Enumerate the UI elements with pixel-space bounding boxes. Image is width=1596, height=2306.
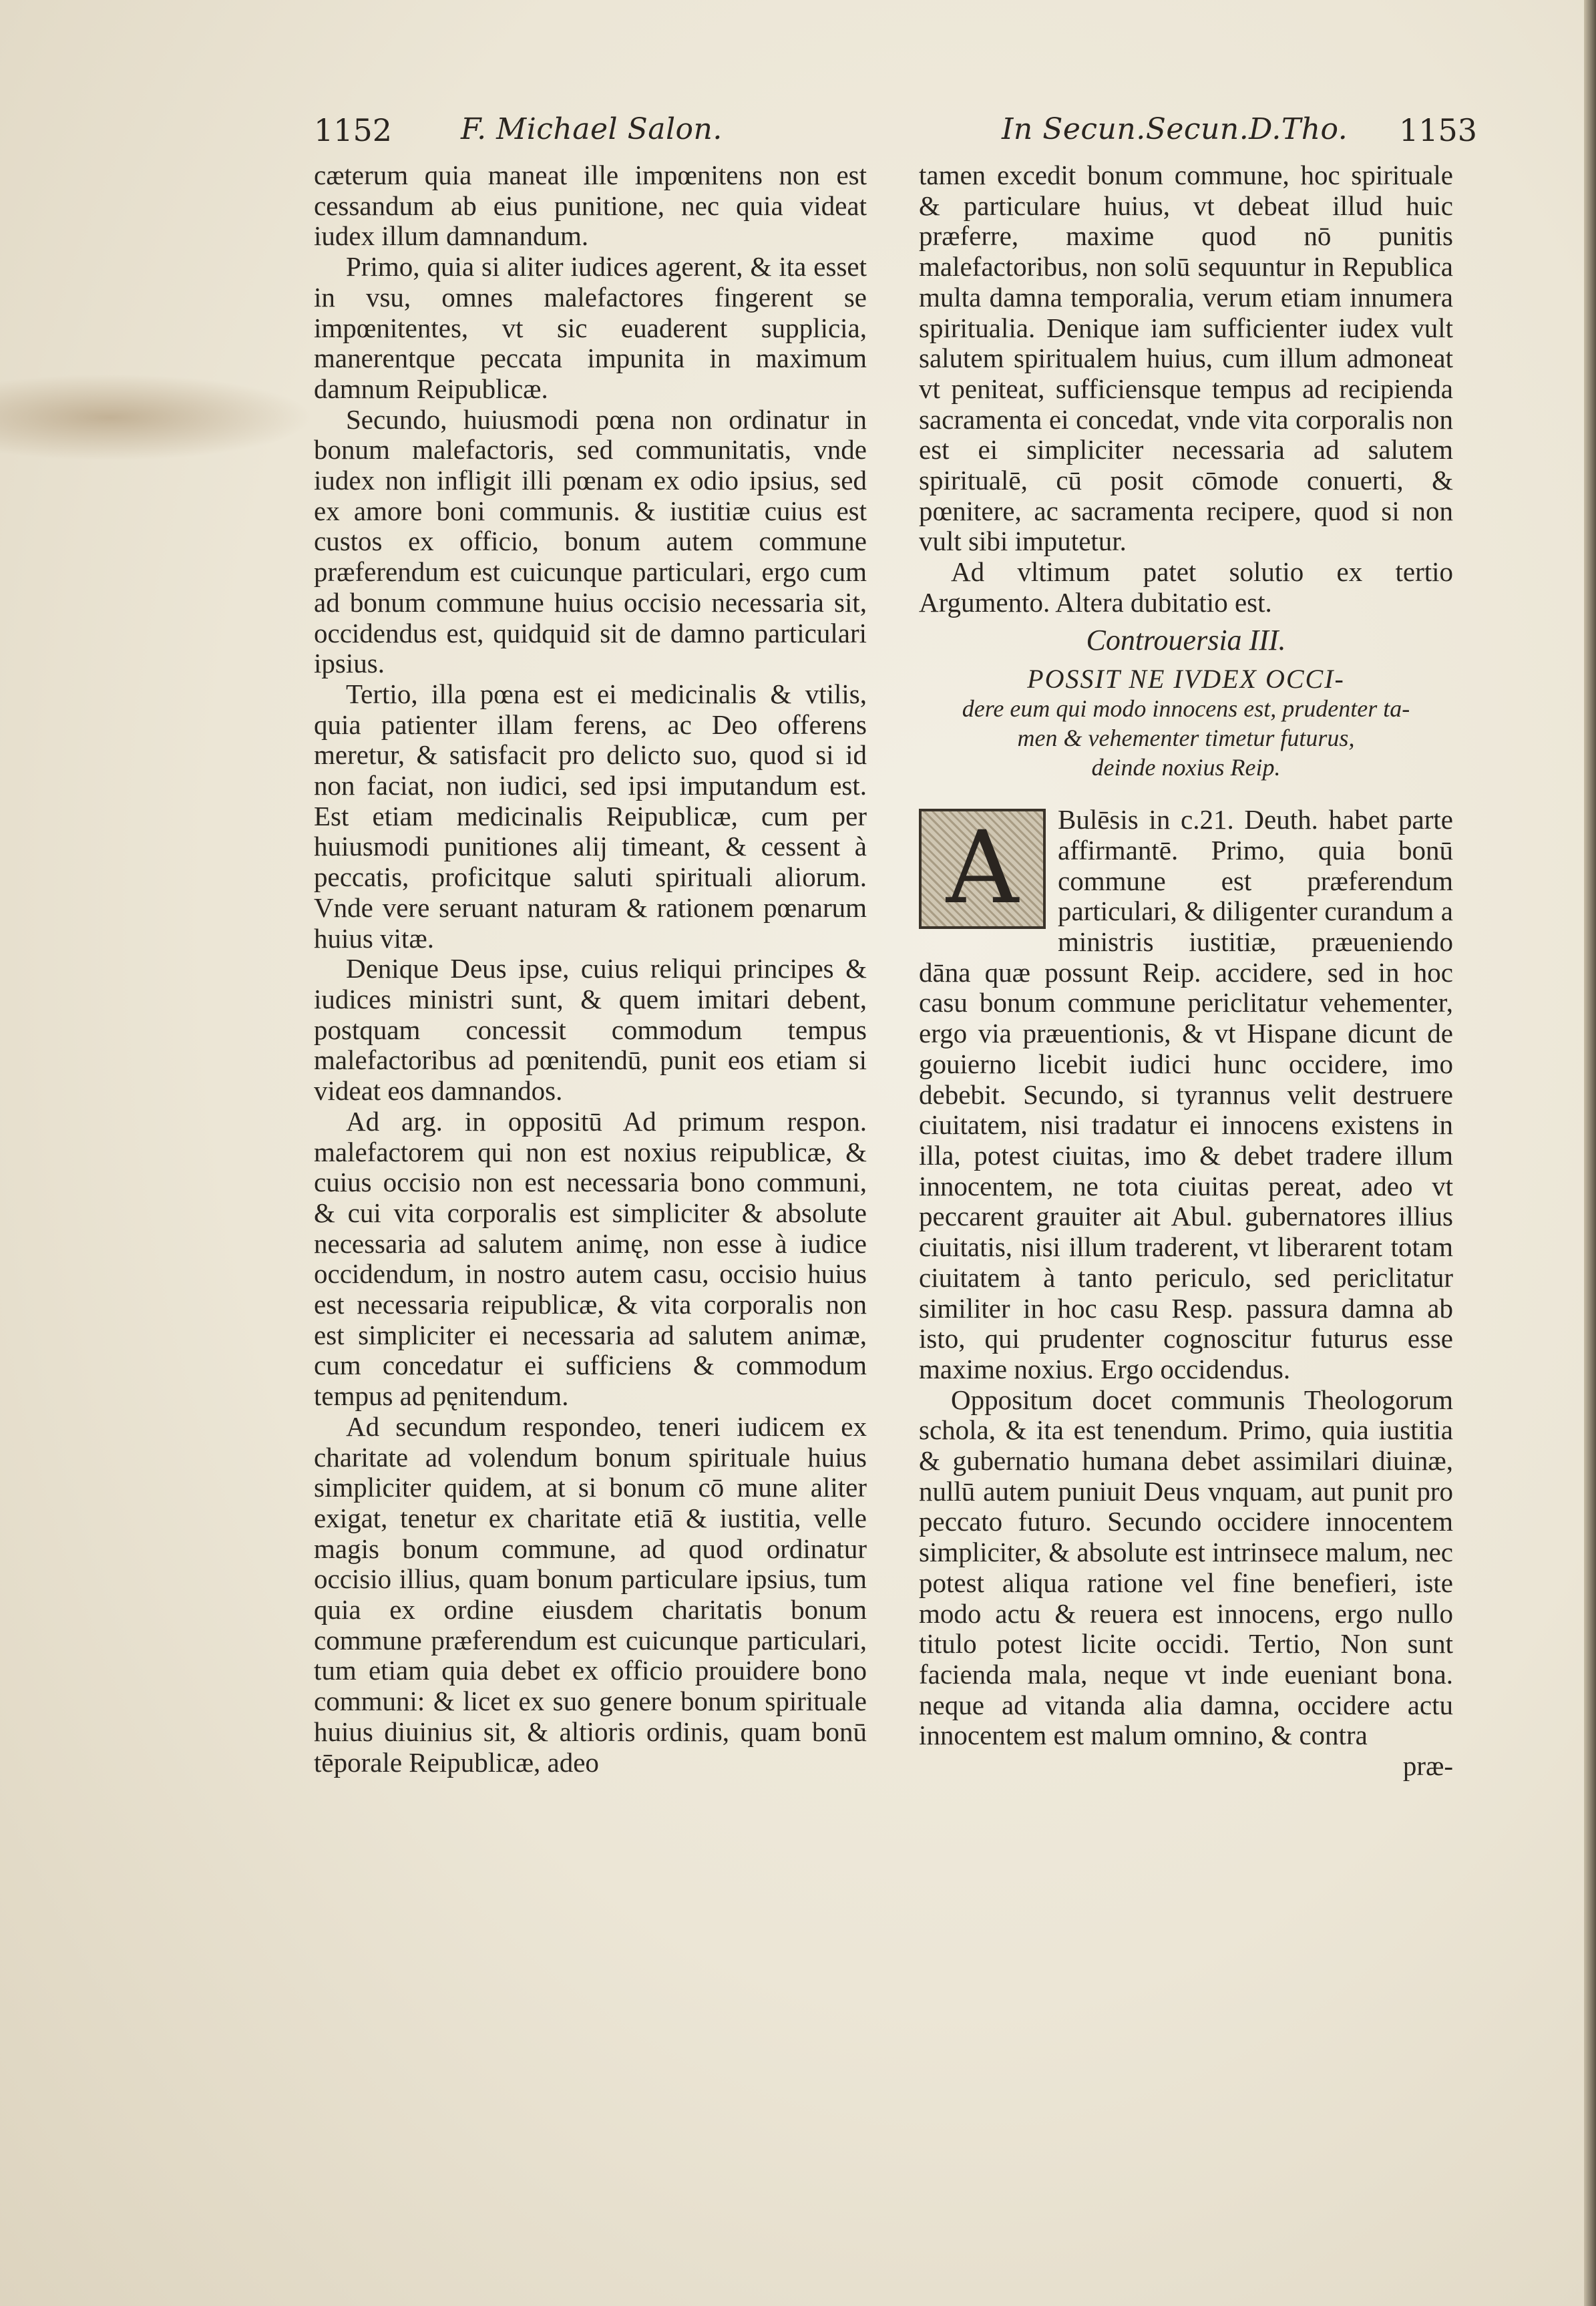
- paragraph: Denique Deus ipse, cuius reliqui principes & iudices ministri sunt, & quem imitari debent, postquam concessit commodum tempus malefactoribus ad pœnitendū, punit eos etiam si videat eos damnandos.: [314, 953, 867, 1107]
- paragraph: tamen excedit bonum commune, hoc spirituale & particulare huius, vt debeat illud huic præferre, maxime quod nō punitis malefactoribus, non solū sequuntur in Republica multa damna temporalia, verum etiam innumera spiritualia. Denique iam sufficienter iudex vult salutem spiritualem huius, cum illum admoneat vt peniteat, sufficiensque tempus ad recipienda sacramenta ei concedat, vnde vita corporalis non est ei simpliciter necessaria ad salutem spiritualē, cū posit cōmode conuerti, & pœnitere, ac sacramenta recipere, quod si non vult sibi imputetur.: [919, 160, 1453, 557]
- decorated-initial: A: [919, 809, 1046, 929]
- paragraph: cæterum quia maneat ille impœnitens non est cessandum ab eius punitione, nec quia videat iudex illum damnandum.: [314, 160, 867, 252]
- paragraph: Primo, quia si aliter iudices agerent, & ita esset in vsu, omnes malefactores fingerent se impœnitentes, vt sic euaderent supplicia, manerentque peccata impunita in maximum damnum Reipublicæ.: [314, 251, 867, 404]
- question-line: POSSIT NE IVDEX OCCI-: [1027, 664, 1345, 695]
- section-heading: Controuersia III.: [1086, 623, 1286, 656]
- right-page-number: 1153: [1399, 112, 1478, 148]
- right-running-head: In Secun.Secun.D.Tho.: [1002, 112, 1348, 146]
- question-line: deinde noxius Reip.: [1091, 754, 1281, 781]
- left-page-number: 1152: [314, 112, 393, 148]
- catchword: præ-: [1402, 1750, 1453, 1782]
- paper-stain: [0, 374, 314, 461]
- right-column: [919, 160, 1453, 1782]
- paragraph: Oppositum docet communis Theologorum schola, & ita est tenendum. Primo, quia iustitia & gubernatio humana debet assimilari diuinæ, nullū autem puniuit Deus vnquam, aut punit pro peccato futuro. Secundo occidere innocentem simpliciter, & absolute est intrinsece malum, nec potest aliqua ratione vel fine benefieri, iste modo actu & reuera est innocens, ergo nullo titulo potest licite occidi. Tertio, Non sunt facienda mala, neque vt inde eueniant bona. neque ad vitanda alia damna, occidere actu innocentem est malum omnino, & contra: [919, 1384, 1453, 1751]
- question-line: dere eum qui modo innocens est, prudenter ta-: [962, 695, 1410, 723]
- paragraph: Ad secundum respondeo, teneri iudicem ex charitate ad volendum bonum spirituale huius simpliciter quidem, at si bonum cō mune aliter exigat, tenetur ex charitate etiā & iustitia, velle magis bonum commune, ad quod ordinatur occisio illius, quam bonum particulare ipsius, tum quia ex ordine eiusdem charitatis bonum commune præferendum est cuicunque particulari, tum etiam quia debet ex officio prouidere bono communi: & licet ex suo genere bonum spirituale huius diuinius sit, & altioris ordinis, quam bonū tēporale Reipublicæ, adeo: [314, 1410, 867, 1778]
- question-line: men & vehementer timetur futurus,: [1017, 725, 1355, 752]
- question-heading: [919, 664, 1453, 782]
- paragraph: Bulēsis in c.21. Deuth. habet parte affirmantē. Primo, quia bonū commune est præferendum particulari, & diligenter curandum a ministris iustitiæ, præueniendo dāna quæ possunt Reip. accidere, sed in hoc casu bonum commune periclitatur vehementer, ergo via præuentionis, & vt Hispane dicunt de gouierno licebit iudici hunc occidere, imo debebit. Secundo, si tyrannus velit destruere ciuitatem, nisi tradatur ei innocens existens in illa, potest ciuitas, imo & debet tradere illum innocentem, ne tota ciuitas pereat, adeo vt peccarent grauiter ait Abul. gubernatores illius ciuitatis, nisi illum traderent, vt liberarent totam ciuitatem à tanto periculo, sed periclitatur similiter in hoc casu Resp. passura damna ab isto, qui prudenter cognoscitur futurus esse maxime noxius. Ergo occidendus.: [919, 804, 1453, 1384]
- paragraph: Secundo, huiusmodi pœna non ordinatur in bonum malefactoris, sed communitatis, vnde iudex non infligit illi pœnam ex odio ipsius, sed ex amore boni communis. & iustitiæ cuius est custos ex officio, bonum autem commune præferendum est cuicunque particulari, ergo cum ad bonum commune huius occisio necessaria sit, occidendus est, quidquid sit de damno particulari ipsius.: [314, 403, 867, 679]
- paragraph: Tertio, illa pœna est ei medicinalis & vtilis, quia patienter illam ferens, ac Deo offerens meretur, & satisfacit pro delicto suo, quod si id non faciat, non iudici, sed ipsi imputandum est. Est etiam medicinalis Reipublicæ, cum per huiusmodi punitiones alij timeant, & cessent à peccatis, proficitque saluti spirituali aliorum. Vnde vere seruant naturam & rationem pœnarum huius vitæ.: [314, 678, 867, 954]
- left-column: [314, 160, 867, 1778]
- opening-paragraph: [919, 805, 1453, 1384]
- page-edge: [1584, 0, 1596, 2306]
- paragraph: Ad vltimum patet solutio ex tertio Argumento. Altera dubitatio est.: [919, 556, 1453, 618]
- left-running-head: F. Michael Salon.: [461, 112, 723, 146]
- paragraph: Ad arg. in oppositū Ad primum respon. malefactorem qui non est noxius reipublicæ, & cuius occisio non est necessaria bono communi, & cui vita corporalis est simpliciter & absolute necessaria ad salutem animę, non esse à iudice occidendum, in nostro autem casu, occisio huius est necessaria reipublicæ, & vita corporalis non est simpliciter ei necessaria ad salutem animæ, cum concedatur ei sufficiens & commodum tempus ad pęnitendum.: [314, 1105, 867, 1412]
